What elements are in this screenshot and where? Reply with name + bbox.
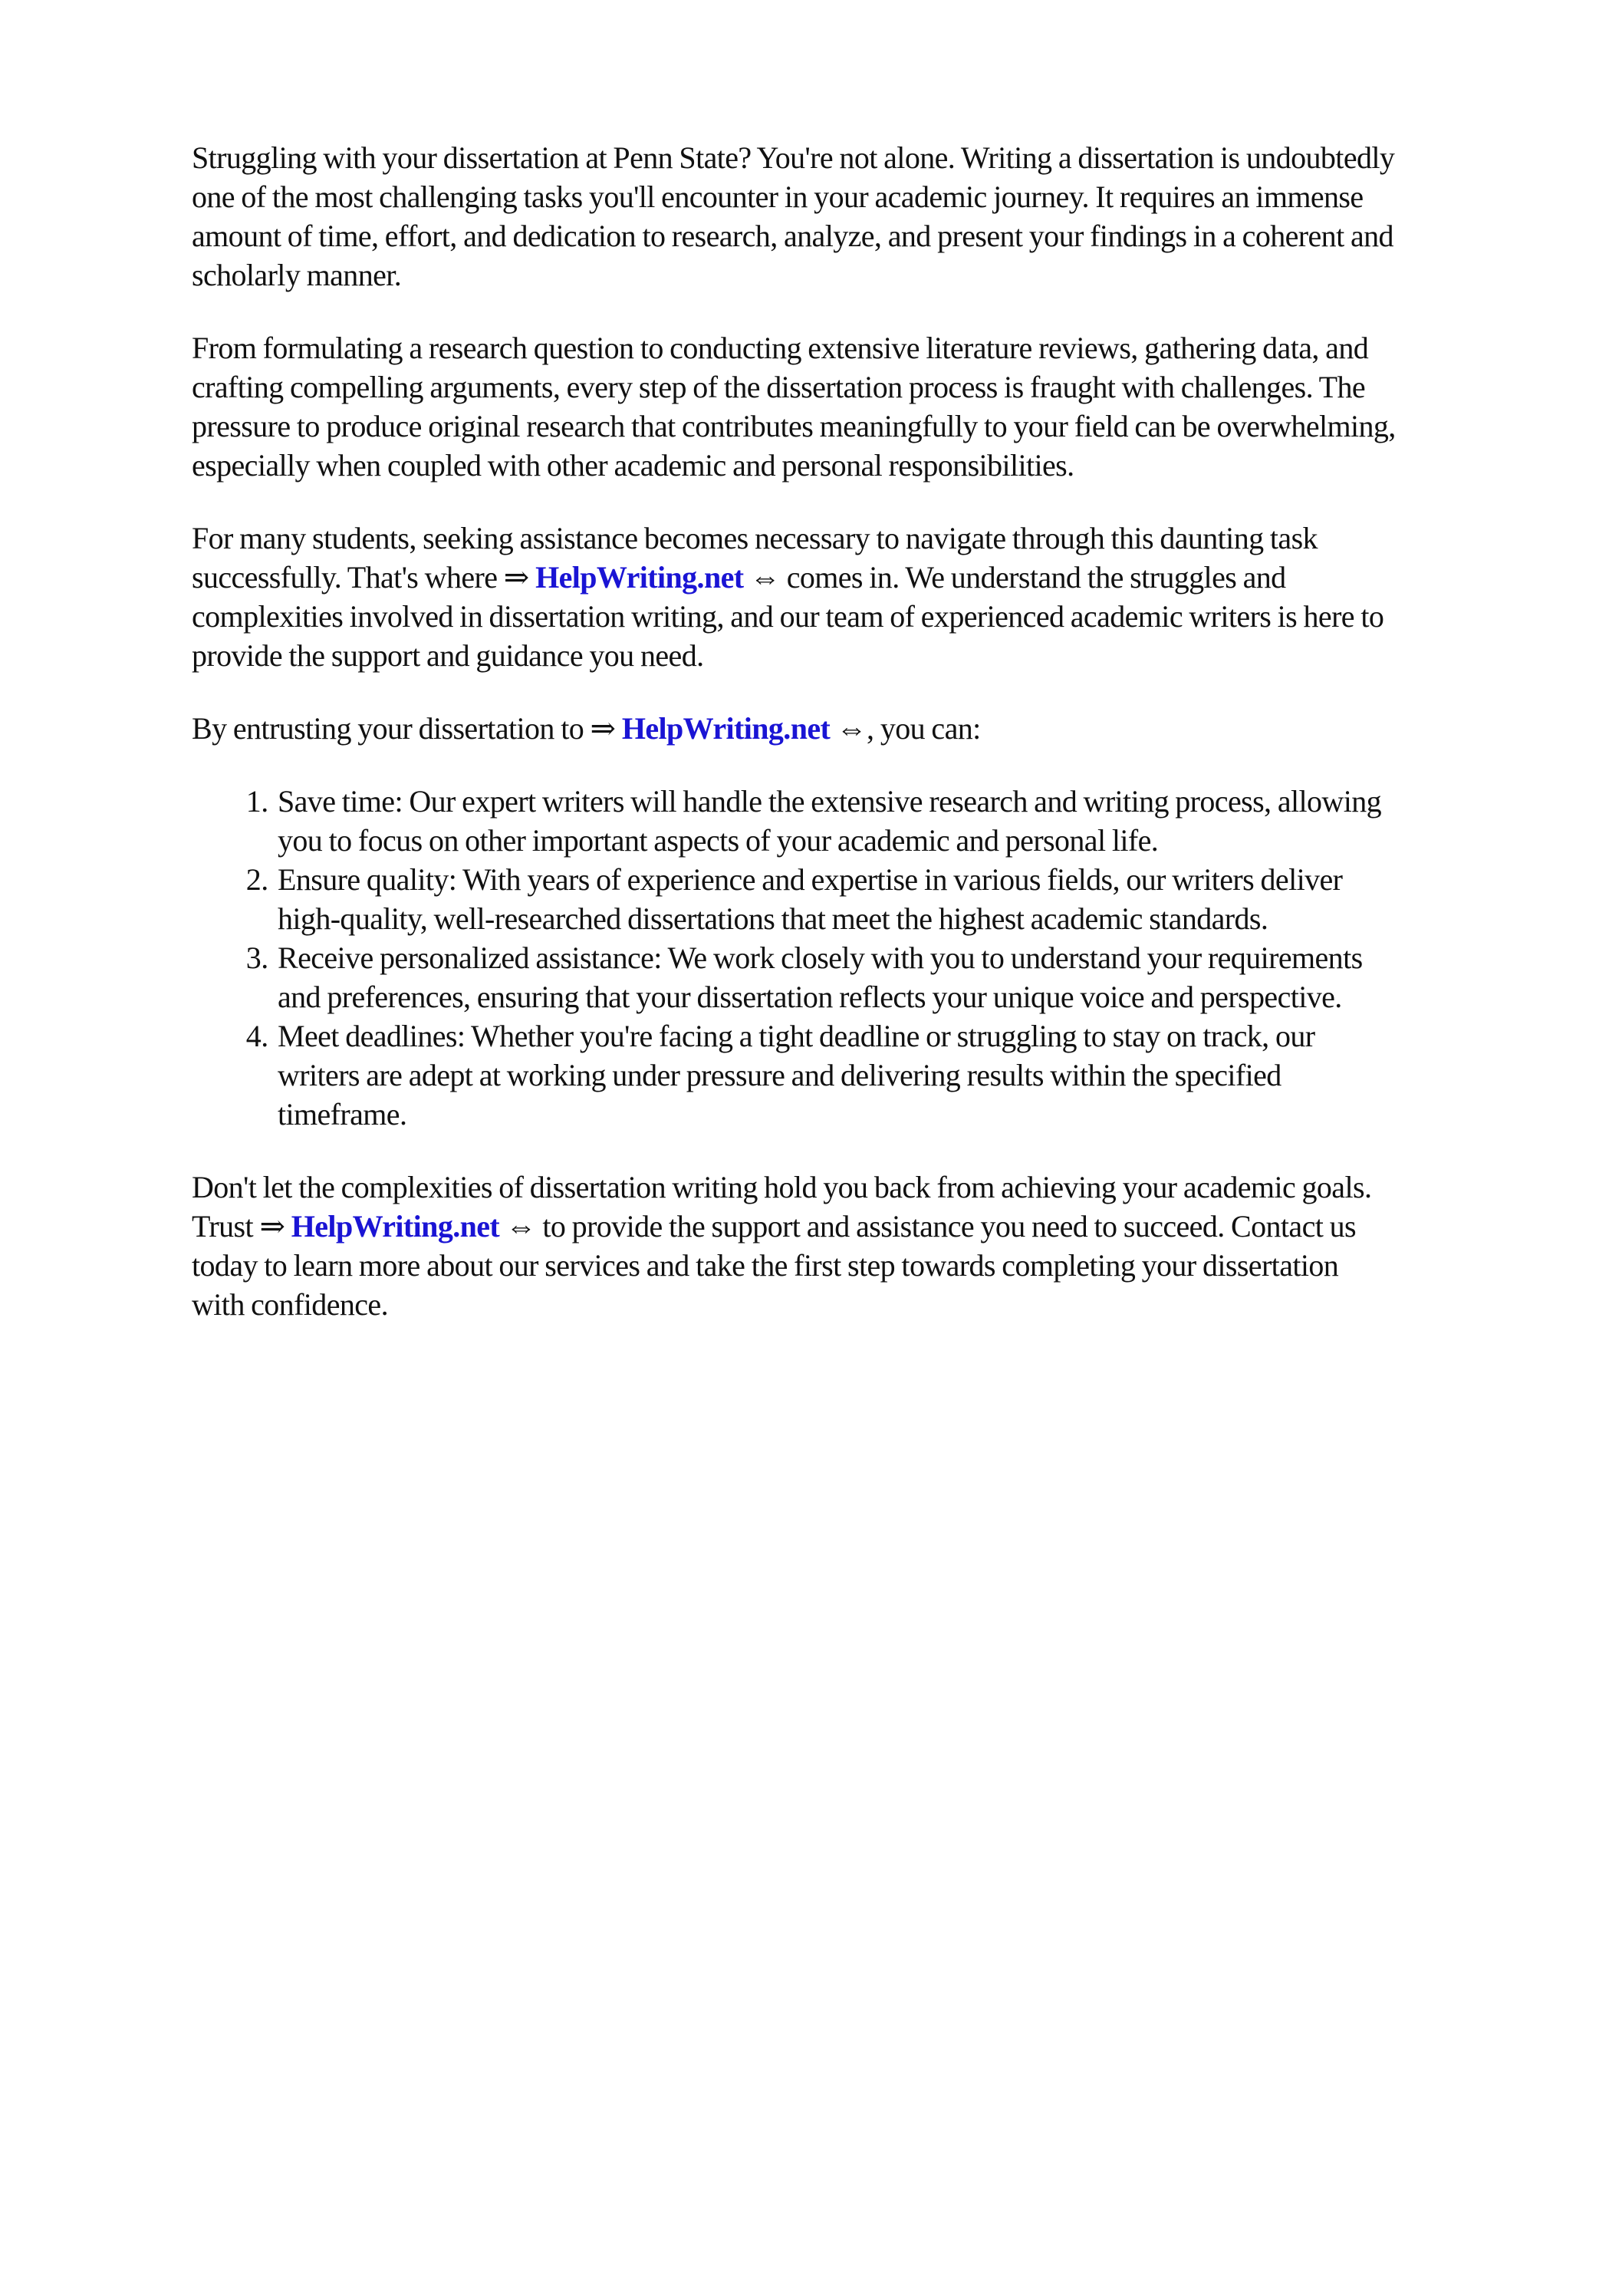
paragraph [192,138,1396,295]
helpwriting-link[interactable]: HelpWriting.net [291,1209,500,1244]
text-segment: Don't let the complexities of dissertation writing hold you back from achieving your academic goals. Trust [192,1170,1372,1244]
intro-paragraphs [192,138,1396,748]
arrow-icon: ⇔ [743,560,781,595]
arrow-icon: ⇒ [590,711,622,746]
paragraph [192,519,1396,675]
arrow-icon: ⇒ [259,1209,291,1244]
list-item: 2. Ensure quality: With years of experience and expertise in various fields, our writers deliver high-quality, well-researched dissertations that meet the highest academic standards. [275,860,1396,938]
arrow-icon: ⇒ [503,560,536,595]
paragraph [192,328,1396,485]
list-item: 3. Receive personalized assistance: We work closely with you to understand your requirements and preferences, ensuring that your dissertation reflects your unique voice and perspective. [275,938,1396,1016]
list-item: 1. Save time: Our expert writers will handle the extensive research and writing process, allowing you to focus on other important aspects of your academic and personal life. [275,782,1396,860]
helpwriting-link[interactable]: HelpWriting.net [621,711,831,746]
text-segment: For many students, seeking assistance becomes necessary to navigate through this daunting task successfully. That's where [192,521,1318,595]
benefits-list [192,782,1396,1134]
text-segment: From formulating a research question to conducting extensive literature reviews, gathering data, and crafting compelling arguments, every step of the dissertation process is fraught with challenges. The pressure to produce original research that contributes meaningfully to your field can be overwhelming, especially when coupled with other academic and personal responsibilities. [192,331,1396,483]
document-body [192,138,1396,1358]
arrow-icon: ⇔ [830,711,867,746]
text-segment: , you can: [867,711,981,746]
helpwriting-link[interactable]: HelpWriting.net [535,560,744,595]
text-segment: comes in. We understand the struggles and complexities involved in dissertation writing, and our team of experienced academic writers is here to provide the support and guidance you need. [192,560,1384,673]
text-segment: By entrusting your dissertation to [192,711,591,746]
arrow-icon: ⇔ [499,1209,536,1244]
text-segment: to provide the support and assistance you need to succeed. Contact us today to learn more about our services and take the first step towards completing your dissertation with confidence. [192,1209,1357,1322]
closing-paragraph [192,1168,1396,1324]
paragraph [192,709,1396,748]
text-segment: Struggling with your dissertation at Penn State? You're not alone. Writing a dissertation is undoubtedly one of the most challenging tasks you'll encounter in your academic journey. It requires an immense amount of time, effort, and dedication to research, analyze, and present your findings in a coherent and scholarly manner. [192,140,1395,292]
list-item: 4. Meet deadlines: Whether you're facing a tight deadline or struggling to stay on track, our writers are adept at working under pressure and delivering results within the specified timeframe. [275,1016,1396,1134]
